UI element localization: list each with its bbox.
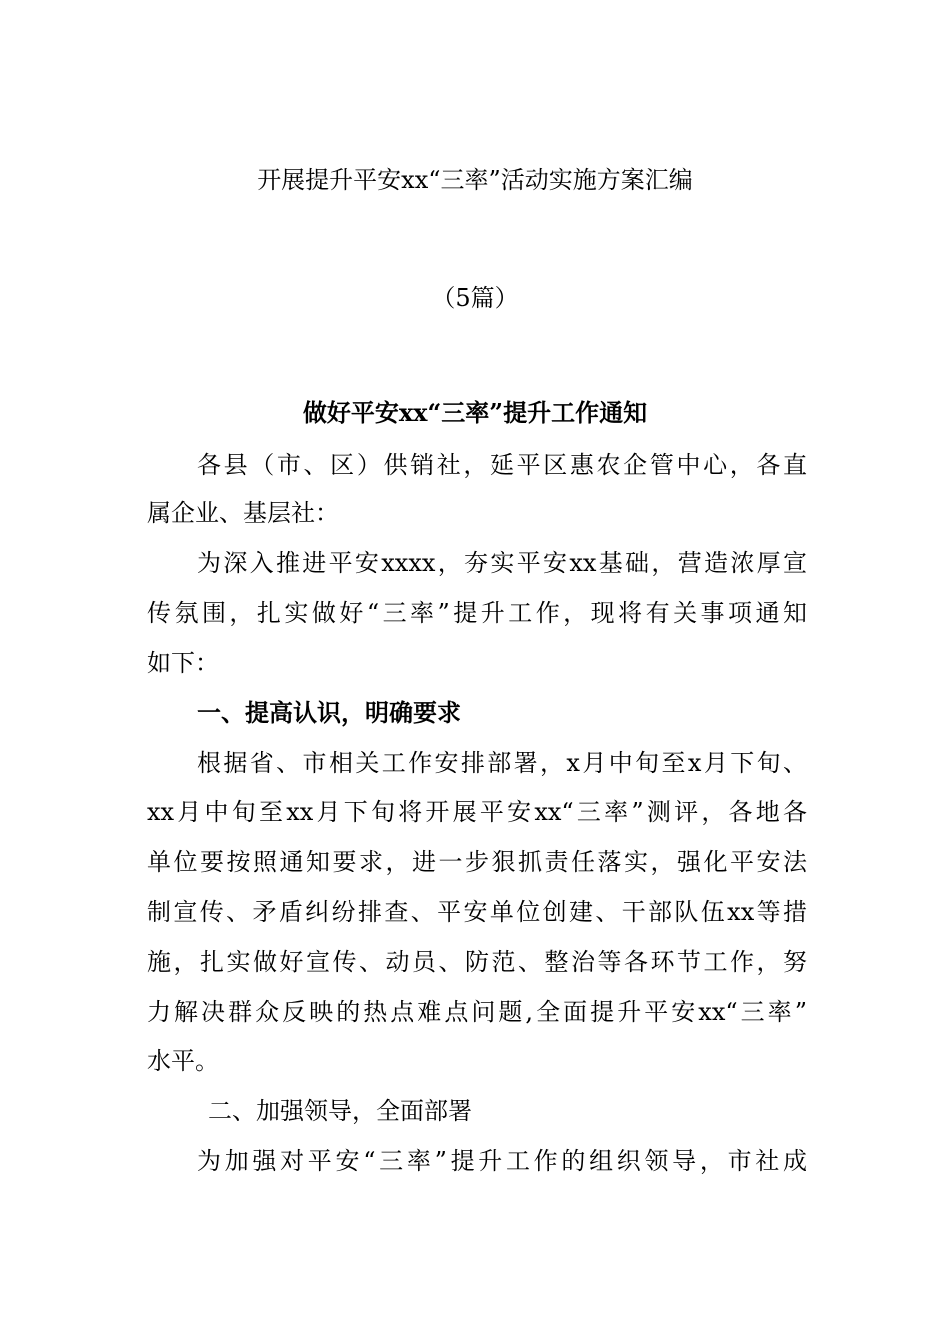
section1-line: 施，扎实做好宣传、动员、防范、整治等各环节工作，努	[147, 948, 807, 976]
addressee-line: 各县（市、区）供销社，延平区惠农企管中心，各直	[197, 451, 807, 479]
intro-line: 如下：	[147, 649, 219, 677]
intro-line: 为深入推进平安xxxx，夯实平安xx基础，营造浓厚宣	[197, 549, 807, 577]
section1-line: 根据省、市相关工作安排部署，x月中旬至x月下旬、	[197, 749, 807, 777]
section1-line: 制宣传、矛盾纠纷排查、平安单位创建、干部队伍xx等措	[147, 898, 807, 926]
section2-heading: 二、加强领导，全面部署	[208, 1097, 472, 1125]
addressee-line: 属企业、基层社：	[147, 499, 339, 527]
section1-line: 力解决群众反映的热点难点问题,全面提升平安xx“三率”	[147, 998, 807, 1026]
section1-heading: 一、提高认识，明确要求	[197, 698, 461, 727]
section2-line: 为加强对平安“三率”提升工作的组织领导，市社成	[197, 1147, 807, 1175]
section1-line: 水平。	[147, 1047, 219, 1075]
section1-line: xx月中旬至xx月下旬将开展平安xx“三率”测评，各地各	[147, 798, 807, 826]
document-count: （5篇）	[431, 284, 519, 312]
document-title: 开展提升平安xx“三率”活动实施方案汇编	[257, 166, 693, 194]
intro-line: 传氛围，扎实做好“三率”提升工作，现将有关事项通知	[147, 599, 807, 627]
notice-title: 做好平安xx“三率”提升工作通知	[302, 398, 648, 427]
section1-line: 单位要按照通知要求，进一步狠抓责任落实，强化平安法	[147, 848, 807, 876]
